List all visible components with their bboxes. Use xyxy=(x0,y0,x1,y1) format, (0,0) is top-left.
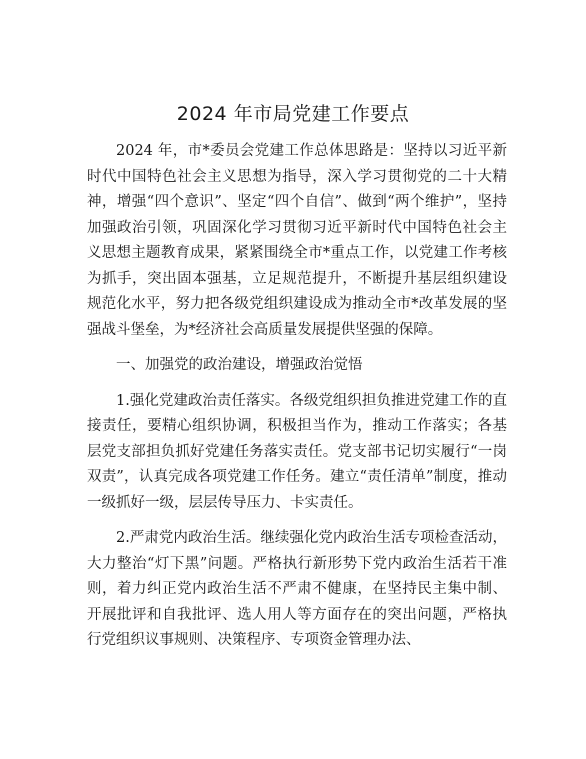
item-paragraph-1: 1.强化党建政治责任落实。各级党组织担负推进党建工作的直接责任，要精心组织协调，积极担当作为，推动工作落实；各基层党支部担负抓好党建任务落实责任。党支部书记切实履行“一岗双责”，认真完成各项党建工作任务。建立“责任清单”制度，推动一级抓好一级，层层传导压力、卡实责任。 xyxy=(87,392,507,511)
item-paragraph-2: 2.严肃党内政治生活。继续强化党内政治生活专项检查活动，大力整治“灯下黑”问题。严格执行新形势下党内政治生活若干准则，着力纠正党内政治生活不严肃不健康，在坚持民主集中制、开展批评和自我批评、选人用人等方面存在的突出问题，严格执行党组织议事规则、决策程序、专项资金管理办法、 xyxy=(87,530,507,648)
intro-paragraph: 2024 年，市*委员会党建工作总体思路是：坚持以习近平新时代中国特色社会主义思想为指导，深入学习贯彻党的二十大精神，增强“四个意识”、坚定“四个自信”、做到“两个维护”，坚持加强政治引领，巩固深化学习贯彻习近平新时代中国特色社会主义思想主题教育成果，紧紧围绕全市*重点工作，以党建工作考核为抓手，突出固本强基，立足规范提升，不断提升基层组织建设规范化水平，努力把各级党组织建设成为推动全市*改革发展的坚强战斗堡垒，为*经济社会高质量发展提供坚强的保障。 xyxy=(87,143,507,338)
section-heading: 一、加强党的政治建设，增强政治觉悟 xyxy=(116,357,363,373)
document-title: 2024 年市局党建工作要点 xyxy=(176,103,410,125)
document-body xyxy=(87,139,507,654)
